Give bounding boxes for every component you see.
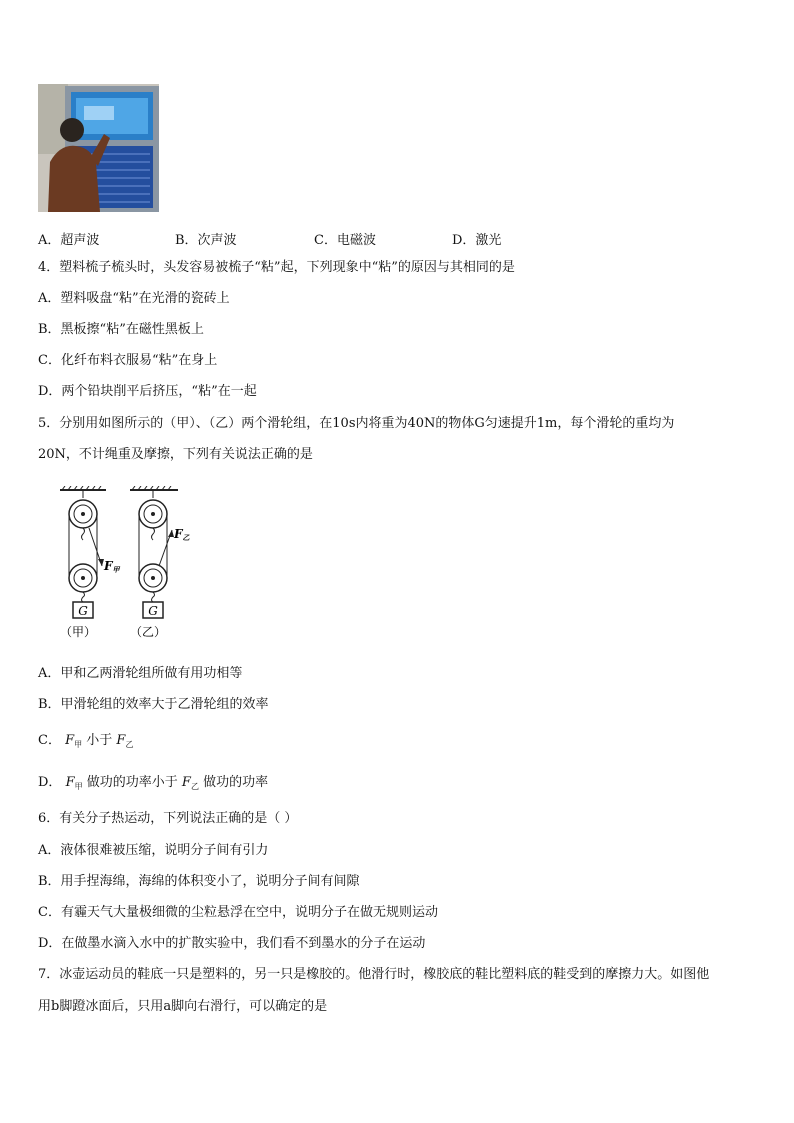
- q4-option-c[interactable]: C．化纤布料衣服易“粘”在身上: [38, 353, 218, 368]
- q7-stem-line2: 用b脚蹬冰面后，只用a脚向右滑行，可以确定的是: [38, 999, 328, 1014]
- q5-c-sub1: 甲: [74, 740, 83, 749]
- q6-option-a[interactable]: A．液体很难被压缩，说明分子间有引力: [38, 843, 269, 858]
- q4-option-a[interactable]: A．塑料吸盘“粘”在光滑的瓷砖上: [38, 291, 230, 306]
- q5-c-f2: F: [116, 733, 126, 748]
- block-label-jia: G: [78, 604, 88, 618]
- force-sub-yi: 乙: [182, 533, 190, 542]
- q6-option-d[interactable]: D．在做墨水滴入水中的扩散实验中，我们看不到墨水的分子在运动: [38, 936, 426, 951]
- q5-option-b[interactable]: B．甲滑轮组的效率大于乙滑轮组的效率: [38, 697, 269, 712]
- q5-d-sub2: 乙: [190, 782, 199, 791]
- q6-option-b[interactable]: B．用手捏海绵，海绵的体积变小了，说明分子间有间隙: [38, 874, 360, 889]
- q5-c-sub2: 乙: [125, 740, 134, 749]
- q5-c-mid: 小于: [86, 733, 113, 748]
- q4-option-b[interactable]: B．黑板擦“粘”在磁性黑板上: [38, 322, 204, 337]
- q6-option-c[interactable]: C．有霾天气大量极细微的尘粒悬浮在空中，说明分子在做无规则运动: [38, 905, 438, 920]
- q5-d-mid: 做功的功率小于: [86, 775, 178, 790]
- q5-stem-line2: 20N，不计绳重及摩擦，下列有关说法正确的是: [38, 447, 313, 462]
- q5-c-prefix: C．: [38, 733, 61, 748]
- q3-option-b[interactable]: B．次声波: [175, 233, 237, 248]
- force-label-jia: [103, 559, 121, 574]
- force-letter-yi: F: [174, 527, 183, 541]
- force-label-yi: [173, 527, 191, 542]
- q5-option-c[interactable]: [38, 733, 133, 753]
- q5-d-sub1: 甲: [74, 782, 83, 791]
- q3-option-d[interactable]: D．激光: [452, 233, 502, 248]
- q5-c-f1: F: [65, 733, 75, 748]
- question-photo: [38, 84, 159, 212]
- force-letter-jia: F: [104, 559, 113, 573]
- pulley-diagram: [58, 486, 208, 642]
- label-yi: （乙）: [130, 625, 167, 639]
- q5-d-prefix: D．: [38, 775, 62, 790]
- q3-option-c[interactable]: C．电磁波: [314, 233, 376, 248]
- label-jia: （甲）: [60, 625, 97, 639]
- q3-option-a[interactable]: A．超声波: [38, 233, 100, 248]
- q7-stem-line1: 7．冰壶运动员的鞋底一只是塑料的，另一只是橡胶的。他滑行时，橡胶底的鞋比塑料底的鞋受到的摩擦力大。如图他: [38, 967, 710, 982]
- q5-stem-line1: 5．分别用如图所示的（甲）、（乙）两个滑轮组，在10s内将重为40N的物体G匀速提升1m，每个滑轮的重均为: [38, 416, 675, 431]
- q5-d-f1: F: [65, 775, 75, 790]
- q5-d-f2: F: [181, 775, 191, 790]
- force-sub-jia: 甲: [112, 565, 120, 574]
- q5-option-d[interactable]: [38, 775, 268, 795]
- q6-stem: 6．有关分子热运动，下列说法正确的是（ ）: [38, 811, 298, 826]
- block-label-yi: G: [148, 604, 158, 618]
- q3-options: [38, 229, 558, 248]
- q4-stem: 4．塑料梳子梳头时，头发容易被梳子“粘”起，下列现象中“粘”的原因与其相同的是: [38, 260, 515, 275]
- q5-option-a[interactable]: A．甲和乙两滑轮组所做有用功相等: [38, 666, 243, 681]
- q4-option-d[interactable]: D．两个铅块削平后挤压，“粘”在一起: [38, 384, 257, 399]
- q5-d-tail: 做功的功率: [203, 775, 269, 790]
